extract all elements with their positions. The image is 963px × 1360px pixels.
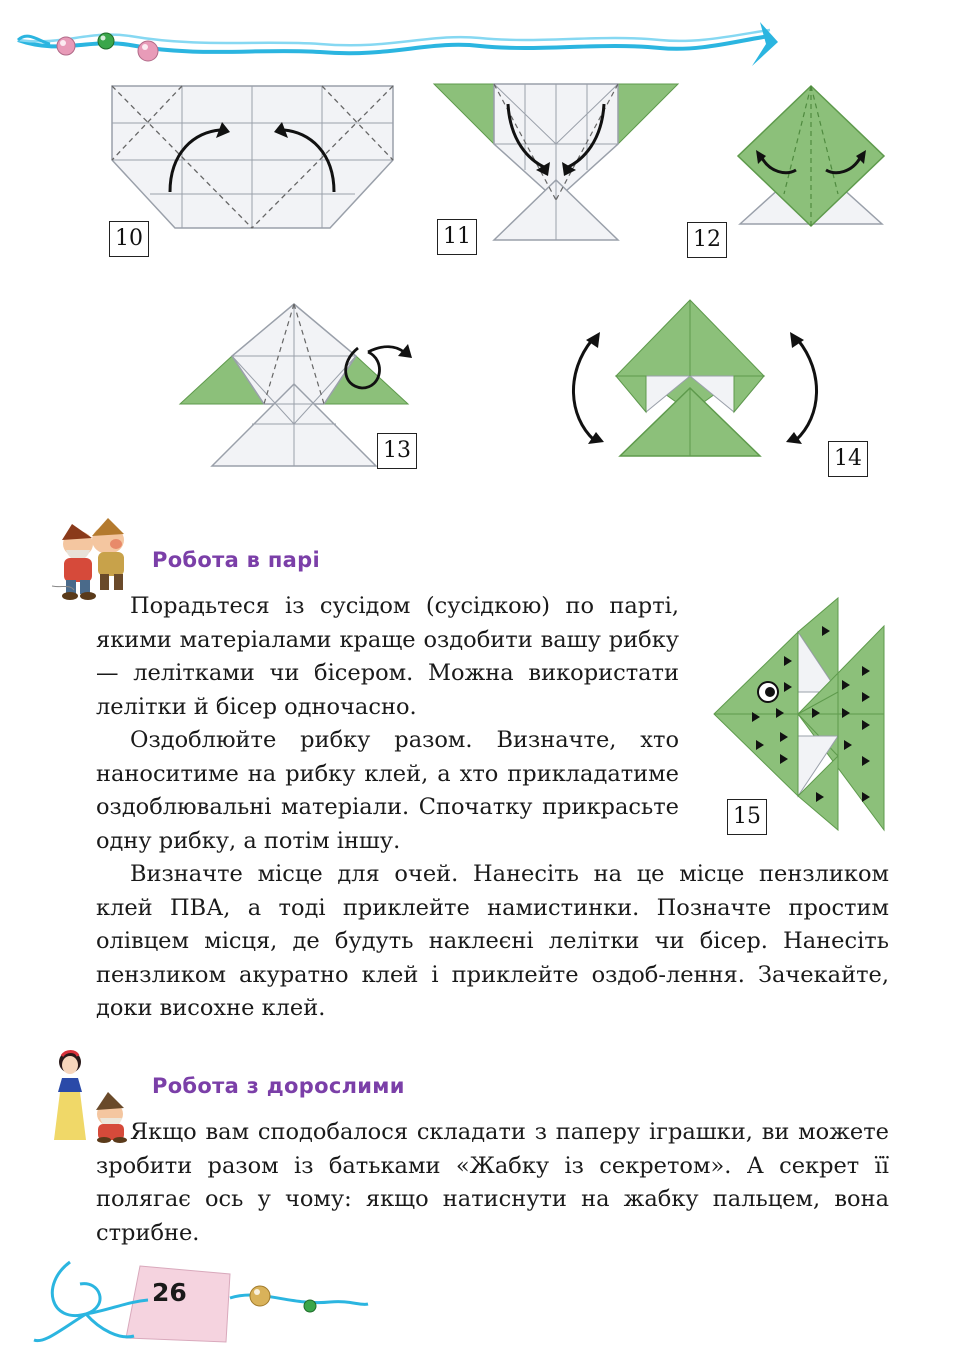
paragraph-text: Порадьтеся із сусідом (сусідкою) по парті, якими матеріалами краще оздобити вашу рибку — лелітками чи бісером. Можна використати лелітки й бісер одночасно. bbox=[96, 593, 679, 720]
step-number-14: 14 bbox=[828, 441, 868, 477]
origami-step-11-diagram bbox=[432, 80, 680, 242]
origami-step-10-diagram bbox=[110, 82, 395, 232]
pair-work-paragraph-3 bbox=[96, 858, 889, 1026]
dwarfs-pair-icon bbox=[48, 514, 140, 602]
origami-step-14-diagram bbox=[560, 296, 830, 462]
paragraph-text: Визначте місце для очей. Нанесіть на це місце пензликом клей ПВА, а тоді приклейте намистинки. Позначте простим олівцем місця, де будуть наклеєні лелітки чи бісер. Нанесіть пензликом акуратно клей і приклейте оздоб-лення. Зачекайте, доки висохне клей. bbox=[96, 861, 889, 1021]
paragraph-text bbox=[96, 1116, 889, 1250]
ribbon-bottom-icon bbox=[30, 1244, 380, 1350]
section-heading-adults-work: Робота з дорослими bbox=[152, 1074, 405, 1098]
origami-step-12-diagram bbox=[736, 84, 886, 232]
page-number: 26 bbox=[152, 1278, 187, 1307]
pair-work-paragraph-1 bbox=[96, 590, 679, 724]
step-number-10: 10 bbox=[109, 221, 149, 257]
section-heading-pair-work: Робота в парі bbox=[152, 548, 320, 572]
step-number-13: 13 bbox=[377, 433, 417, 469]
paragraph-text: Оздоблюйте рибку разом. Визначте, хто наноситиме на рибку клей, а хто прикладатиме оздоблювальні матеріали. Спочатку прикрасьте одну рибку, а потім іншу. bbox=[96, 727, 679, 854]
adults-work-paragraph bbox=[96, 1116, 889, 1250]
ribbon-top-icon bbox=[0, 0, 963, 80]
step-number-11: 11 bbox=[437, 219, 477, 255]
step-number-12: 12 bbox=[687, 222, 727, 258]
paragraph-body: Якщо вам сподобалося складати з паперу іграшки, ви можете зробити разом із батьками «Жабку із секретом». А секрет її полягає ось у чому: якщо натиснути на жабку пальцем, вона стрибне. bbox=[96, 1119, 889, 1246]
pair-work-paragraph-2 bbox=[96, 724, 679, 858]
step-number-15: 15 bbox=[727, 799, 767, 835]
origami-step-15-fish bbox=[712, 596, 888, 832]
fish-eye-icon bbox=[758, 682, 778, 702]
